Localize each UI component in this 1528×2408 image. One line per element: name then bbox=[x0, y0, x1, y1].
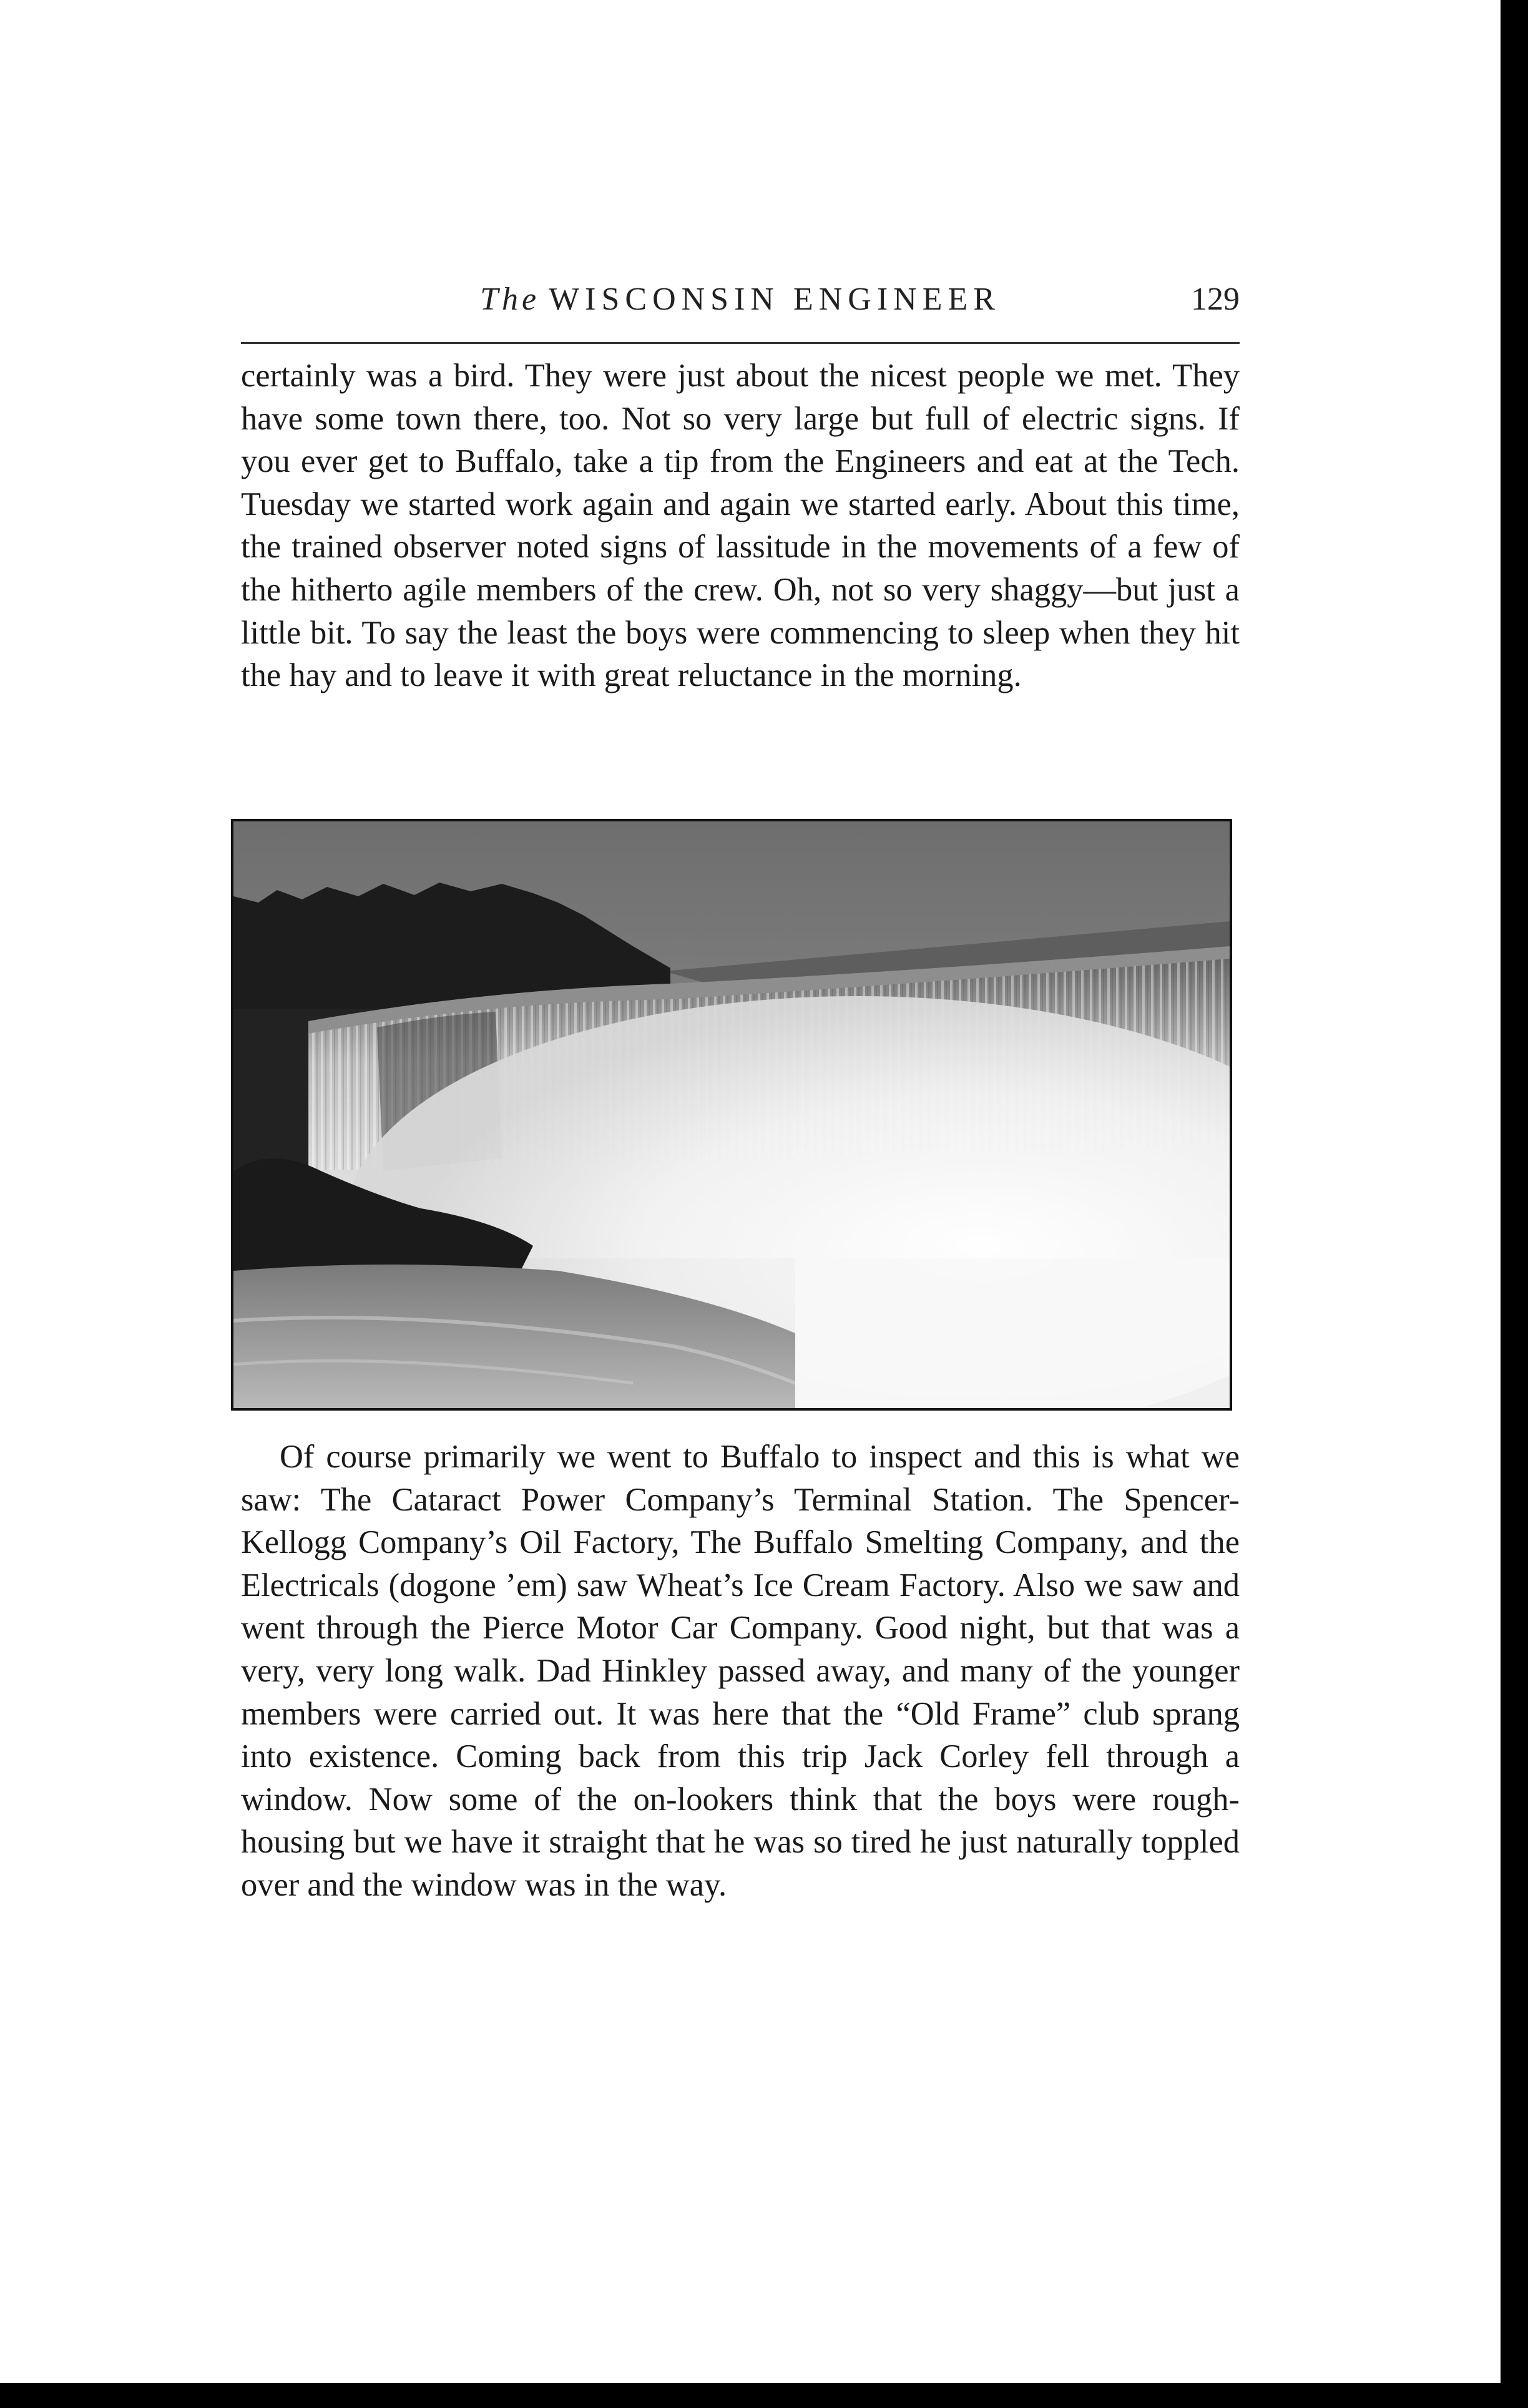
running-header bbox=[241, 275, 1240, 325]
waterfall-photo-image bbox=[233, 821, 1230, 1408]
waterfall-photograph bbox=[231, 819, 1232, 1411]
journal-title-main: WISCONSIN ENGINEER bbox=[549, 281, 1001, 317]
page-number: 129 bbox=[1191, 281, 1240, 317]
paragraph-1: certainly was a bird. They were just about the nicest people we met. They have some town there, too. Not so very large but full of electric signs. If you ever get to Buffalo, take a tip from the Engineers and eat at the Tech. Tuesday we started work again and again we started early. About this time, the trained observer noted signs of lassitude in the movements of a few of the hitherto agile members of the crew. Oh, not so very shaggy—but just a little bit. To say the least the boys were commencing to sleep when they hit the hay and to leave it with great reluctance in the morning. bbox=[241, 358, 1240, 694]
paragraph-2: Of course primarily we went to Buffalo to inspect and this is what we saw: The Cataract Power Company’s Terminal Station. The Spencer-Kellogg Company’s Oil Factory, The Buffalo Smelting Company, and the Electricals (dogone ’em) saw Wheat’s Ice Cream Factory. Also we saw and went through the Pierce Motor Car Company. Good night, but that was a very, very long walk. Dad Hinkley passed away, and many of the younger members were carried out. It was here that the “Old Frame” club sprang into existence. Coming back from this trip Jack Corley fell through a window. Now some of the on-lookers think that the boys were rough-housing but we have it straight that he was so tired he just naturally toppled over and the window was in the way. bbox=[241, 1439, 1240, 1903]
header-rule bbox=[241, 342, 1240, 344]
journal-title bbox=[241, 275, 1240, 325]
journal-title-prefix: The bbox=[480, 281, 541, 317]
